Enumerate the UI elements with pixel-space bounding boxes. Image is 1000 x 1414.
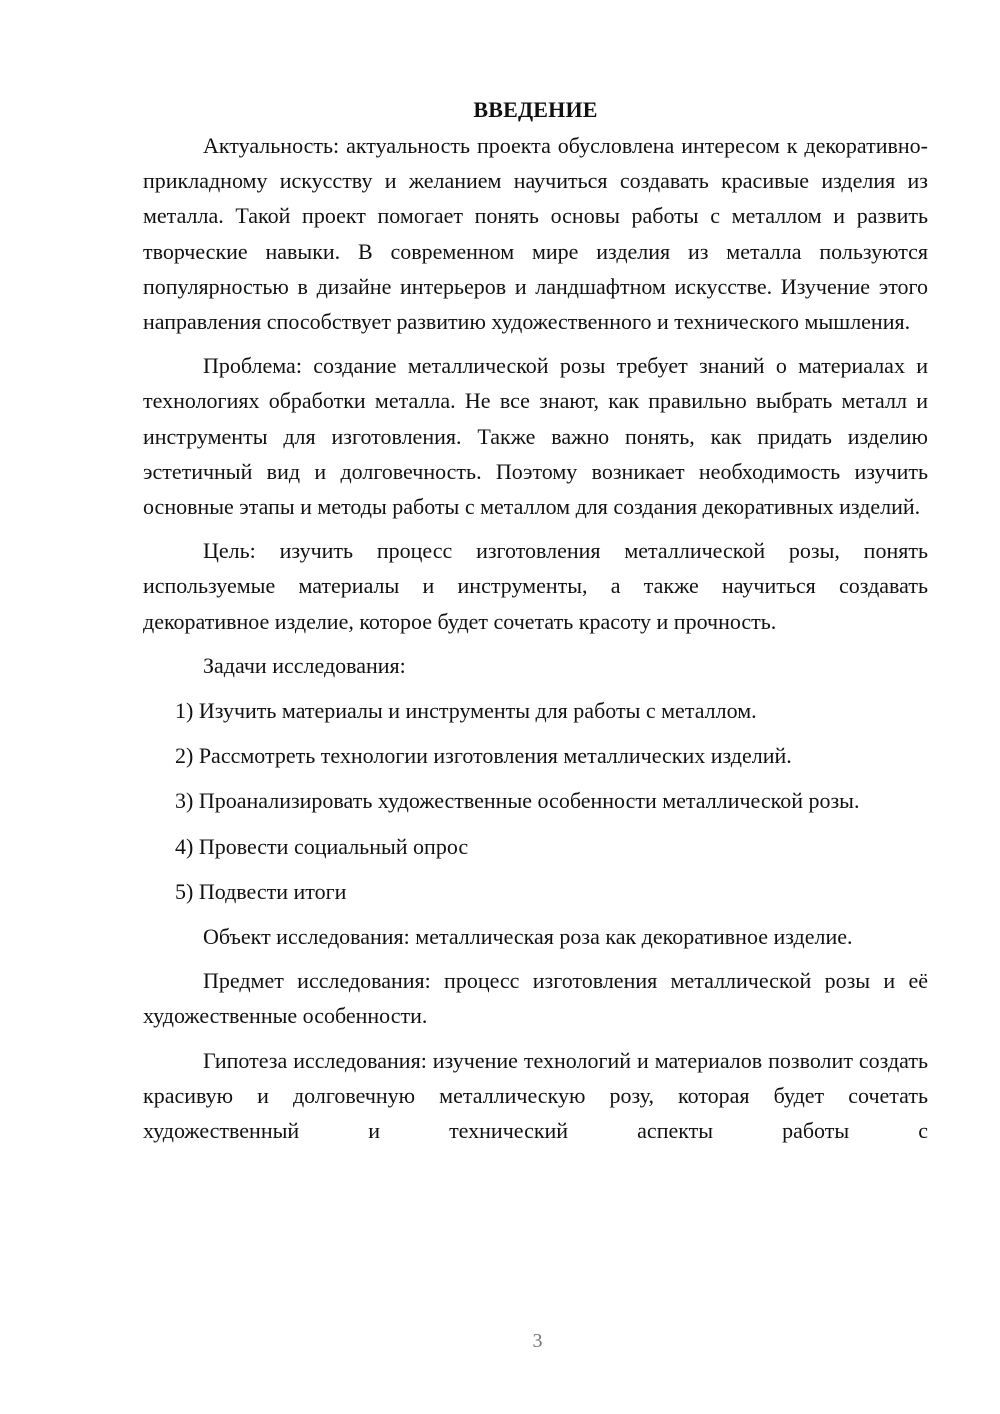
document-page: [143, 92, 928, 1148]
page-number: 3: [532, 1330, 543, 1352]
task-item: 3) Проанализировать художественные особенности металлической розы.: [175, 788, 860, 814]
page-title: ВВЕДЕНИЕ: [473, 97, 598, 122]
subject-paragraph: Предмет исследования: процесс изготовления металлической розы и её художественные особенности.: [143, 968, 928, 1029]
object-paragraph: Объект исследования: металлическая роза как декоративное изделие.: [203, 924, 853, 950]
relevance-paragraph: Актуальность: актуальность проекта обусловлена интересом к декоративно-прикладному искусству и желанием научиться создавать красивые изделия из металла. Такой проект помогает понять основы работы с металлом и развить творческие навыки. В современном мире изделия из металла пользуются популярностью в дизайне интерьеров и ландшафтном искусстве. Изучение этого направления способствует развитию художественного и технического мышления.: [143, 133, 928, 335]
task-item: 1) Изучить материалы и инструменты для работы с металлом.: [175, 698, 757, 724]
task-item: 5) Подвести итоги: [175, 878, 347, 904]
problem-paragraph: Проблема: создание металлической розы требует знаний о материалах и технологиях обработки металла. Не все знают, как правильно выбрать металл и инструменты для изготовления. Также важно понять, как придать изделию эстетичный вид и долговечность. Поэтому возникает необходимость изучить основные этапы и методы работы с металлом для создания декоративных изделий.: [143, 353, 928, 520]
task-item: 4) Провести социальный опрос: [175, 833, 469, 859]
hypothesis-paragraph: Гипотеза исследования: изучение технологий и материалов позволит создать красивую и долговечную металлическую розу, которая будет сочетать художественный и технический аспекты работы с: [143, 1047, 928, 1144]
goal-paragraph: Цель: изучить процесс изготовления металлической розы, понять используемые материалы и инструменты, а также научиться создавать декоративное изделие, которое будет сочетать красоту и прочность.: [143, 538, 928, 634]
tasks-list: [143, 693, 928, 909]
tasks-title: Задачи исследования:: [203, 652, 406, 678]
task-item: 2) Рассмотреть технологии изготовления металлических изделий.: [175, 743, 792, 769]
